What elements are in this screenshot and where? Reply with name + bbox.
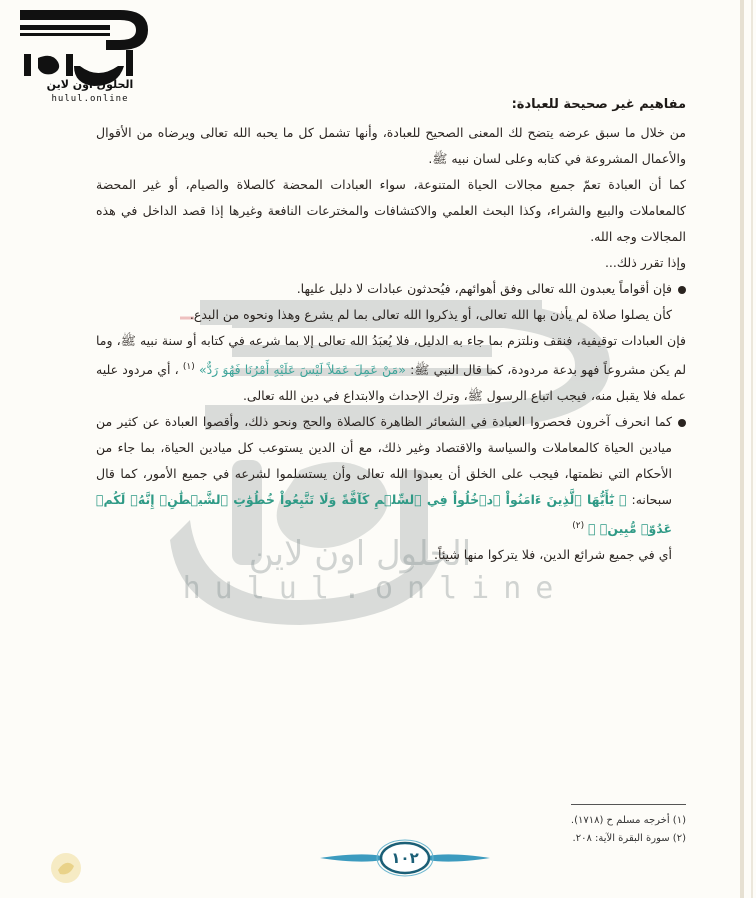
logo-latin-text: hulul.online	[51, 94, 129, 104]
bullet-item-2	[96, 409, 686, 568]
watermark-arabic-text: الحلول اون لاين	[248, 534, 472, 574]
bullet-dot-icon	[678, 419, 686, 427]
paragraph-4-part-1: فإن العبادات توقيفية، فنقف ونلتزم بما جاء به الدليل، فلا يُعبَدُ الله تعالى إلا بما شرعه في كتابه أو سنة نبيه ﷺ، وما لم يكن مشروعاً فهو بدعة مردودة، كما قال النبي ﷺ:	[96, 333, 686, 378]
footnote-ref-1: (١)	[182, 362, 195, 372]
bullet-dot-icon	[678, 286, 686, 294]
paragraph-2: كما أن العبادة تعمّ جميع مجالات الحياة المتنوعة، سواء العبادات المحضة كالصلاة والصيام، أو غير المحضة كالمعاملات والبيع والشراء، وكذا البحث العلمي والاكتشافات والمخترعات النافعة وغيرها إذا قصد الداخل في هذه المجالات وجه الله.	[96, 177, 686, 244]
site-logo	[8, 6, 158, 106]
paragraph-4	[96, 328, 686, 409]
bullet-2-end: أي في جميع شرائع الدين، فلا يتركوا منها شيئاً.	[434, 547, 672, 563]
logo-mark-icon	[8, 6, 158, 106]
page-number: ١٠٢	[391, 849, 419, 867]
paragraph-4-part-2: ، أي مردود عليه عمله فلا يقبل منه، فيجب اتباع الرسول ﷺ، وترك الإحداث والابتداع في دين الله تعالى.	[96, 362, 686, 404]
footnote-1: (١) أخرجه مسلم ح (١٧١٨).	[570, 815, 686, 826]
footnote-divider	[571, 804, 686, 805]
quran-verse: ﴿ يَٰٓأَيُّهَا ٱلَّذِينَ ءَامَنُواْ ٱدۡخُلُواْ فِي ٱلسِّلۡمِ كَآفَّةً وَلَا تَتَّبِعُواْ خُطُوَٰتِ ٱلشَّيۡطَٰنِۚ إِنَّهُۥ لَكُمۡ عَدُوّٞ مُّبِينٞ ﴾	[96, 492, 672, 537]
footnote-ref-2: (٢)	[572, 521, 585, 532]
bullet-1-line-1: فإن أقواماً يعبدون الله تعالى وفق أهوائهم، فيُحدثون عبادات لا دليل عليها.	[296, 281, 672, 296]
paragraph-3: وإذا تقرر ذلك...	[604, 255, 686, 270]
footnote-2: (٢) سورة البقرة الآية: ٢٠٨.	[572, 833, 686, 844]
page-edge-rule	[740, 0, 744, 898]
section-heading: مفاهيم غير صحيحة للعبادة:	[511, 97, 686, 112]
bullet-1-line-2: كأن يصلوا صلاة لم يأذن بها الله تعالى، أو يذكروا الله تعالى بما لم يشرع وهذا ونحوه من البدع.	[189, 307, 672, 322]
page-edge-rule-thin	[751, 0, 753, 898]
bullet-item-1	[96, 276, 686, 328]
hadith-quote: «مَنْ عَمِلَ عَمَلاً لَيْسَ عَلَيْهِ أَمْرُنَا فَهُوَ رَدٌّ»	[198, 362, 406, 378]
bullet-2-text: كما انحرف آخرون فحصروا العبادة في الشعائر الظاهرة كالصلاة والحج ونحو ذلك، وأقصوا العبادة عن كثير من ميادين الحياة كالمعاملات والسياسة والاقتصاد وغير ذلك، مع أن الدين يستوعب كل ميادين الحياة، بما جاء من الأحكام التي نظمتها، فيجب على الخلق أن يعبدوا الله تعالى وأن يستسلموا لشرعه في جميع الأمور، كما قال سبحانه:	[96, 414, 672, 508]
logo-arabic-text: الحلول اون لاين	[46, 78, 134, 91]
watermark-latin-text: hulul.online	[182, 571, 568, 606]
corner-ornament-icon	[46, 846, 86, 886]
main-content	[96, 92, 686, 568]
paragraph-1: من خلال ما سبق عرضه يتضح لك المعنى الصحيح للعبادة، وأنها تشمل كل ما يحبه الله تعالى ويرضاه من الأقوال والأعمال المشروعة في كتابه وعلى لسان نبيه ﷺ.	[96, 125, 686, 166]
page-number-ornament	[320, 838, 490, 878]
